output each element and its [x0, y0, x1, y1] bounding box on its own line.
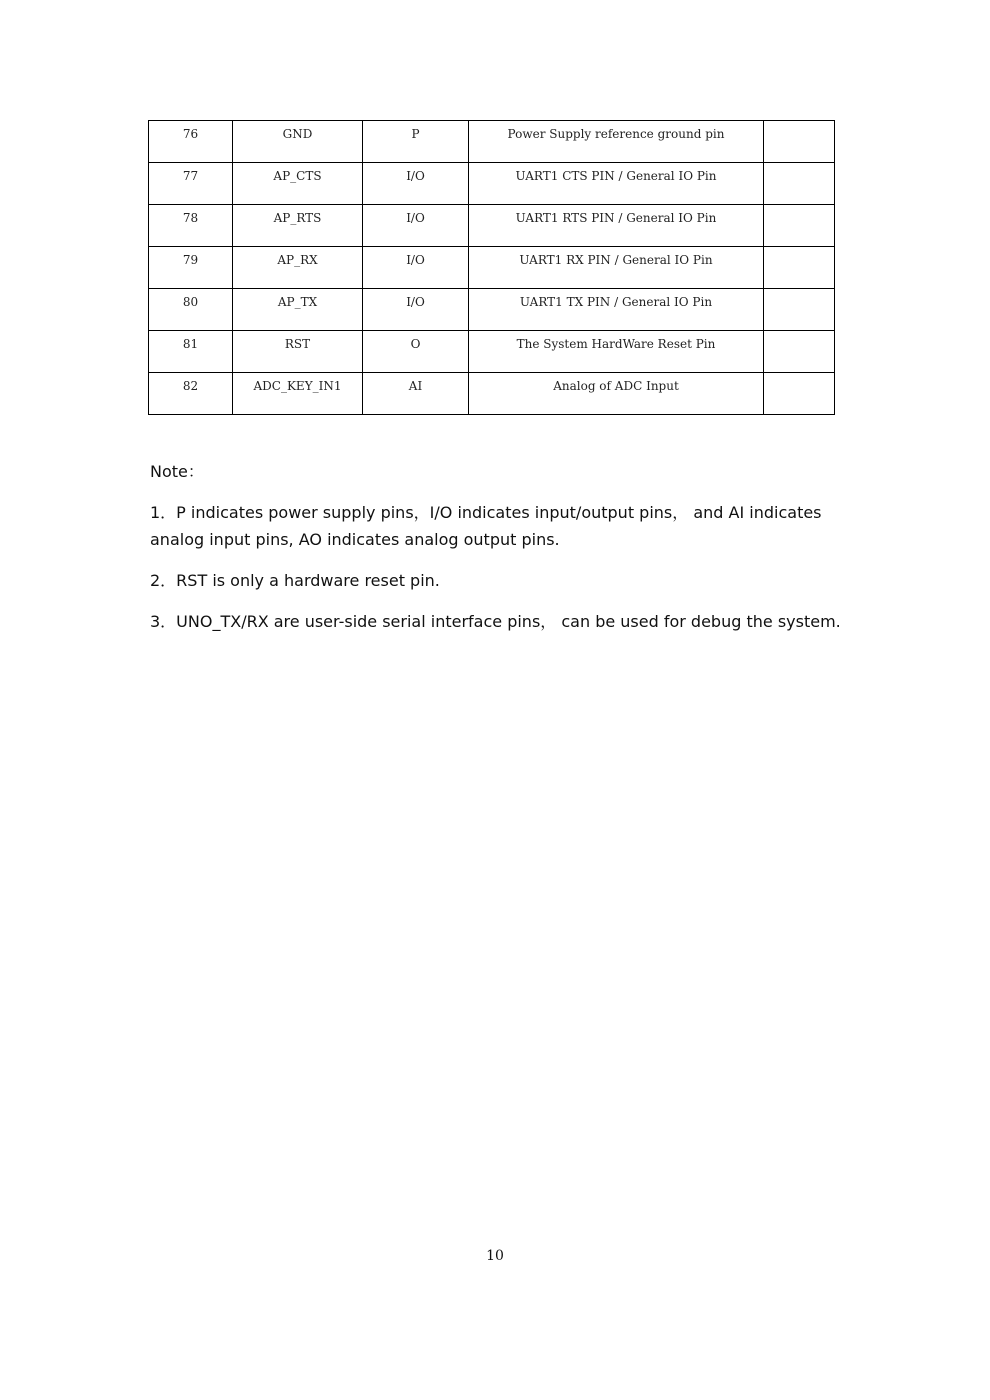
pin-description-cell: Analog of ADC Input	[469, 373, 764, 415]
pin-extra-cell	[764, 121, 835, 163]
pin-table	[148, 120, 835, 415]
pin-number-cell: 78	[149, 205, 233, 247]
pin-number-cell: 81	[149, 331, 233, 373]
pin-extra-cell	[764, 247, 835, 289]
page-number: 10	[486, 1248, 504, 1264]
table-row	[149, 247, 835, 289]
pin-extra-cell	[764, 373, 835, 415]
pin-extra-cell	[764, 289, 835, 331]
pin-name-cell: AP_CTS	[233, 163, 363, 205]
pin-table-body	[149, 121, 835, 415]
pin-number-cell: 80	[149, 289, 233, 331]
pin-name-cell: RST	[233, 331, 363, 373]
pin-type-cell: I/O	[363, 163, 469, 205]
table-row	[149, 163, 835, 205]
note-item: 1．P indicates power supply pins，I/O indicates input/output pins， and AI indicates analog input pins, AO indicates analog output pins.	[150, 503, 822, 549]
pin-description-cell: The System HardWare Reset Pin	[469, 331, 764, 373]
table-row	[149, 205, 835, 247]
pin-number-cell: 77	[149, 163, 233, 205]
pin-extra-cell	[764, 163, 835, 205]
table-row	[149, 121, 835, 163]
notes-section	[150, 458, 850, 649]
pin-extra-cell	[764, 331, 835, 373]
pin-name-cell: AP_RTS	[233, 205, 363, 247]
pin-type-cell: P	[363, 121, 469, 163]
table-row	[149, 373, 835, 415]
table-row	[149, 331, 835, 373]
pin-description-cell: UART1 CTS PIN / General IO Pin	[469, 163, 764, 205]
pin-name-cell: ADC_KEY_IN1	[233, 373, 363, 415]
pin-name-cell: GND	[233, 121, 363, 163]
table-row	[149, 289, 835, 331]
pin-number-cell: 79	[149, 247, 233, 289]
pin-number-cell: 82	[149, 373, 233, 415]
pin-name-cell: AP_TX	[233, 289, 363, 331]
notes-title: Note：	[150, 462, 204, 481]
pin-name-cell: AP_RX	[233, 247, 363, 289]
pin-extra-cell	[764, 205, 835, 247]
pin-description-cell: Power Supply reference ground pin	[469, 121, 764, 163]
pin-type-cell: I/O	[363, 205, 469, 247]
note-item: 2．RST is only a hardware reset pin.	[150, 571, 440, 590]
pin-description-cell: UART1 RX PIN / General IO Pin	[469, 247, 764, 289]
pin-number-cell: 76	[149, 121, 233, 163]
pin-type-cell: I/O	[363, 289, 469, 331]
pin-type-cell: AI	[363, 373, 469, 415]
note-item: 3．UNO_TX/RX are user-side serial interface pins， can be used for debug the system.	[150, 612, 841, 631]
pin-description-cell: UART1 RTS PIN / General IO Pin	[469, 205, 764, 247]
pin-type-cell: I/O	[363, 247, 469, 289]
pin-description-cell: UART1 TX PIN / General IO Pin	[469, 289, 764, 331]
pin-type-cell: O	[363, 331, 469, 373]
